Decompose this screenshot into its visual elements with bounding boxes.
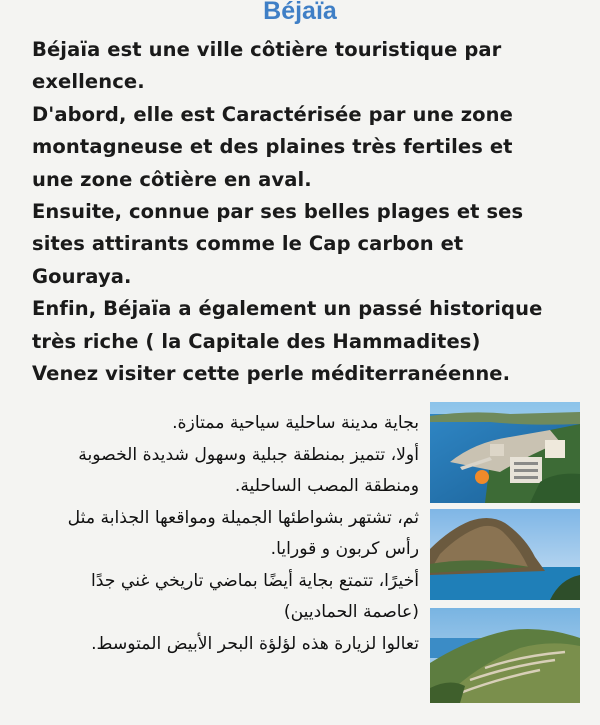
french-line: sites attirants comme le Cap carbon et — [32, 232, 464, 256]
arabic-paragraph — [15, 408, 419, 660]
french-line: Ensuite, connue par ses belles plages et ses — [32, 200, 524, 224]
coastal-town-photo — [430, 402, 580, 503]
arabic-line: ومنطقة المصب الساحلية. — [234, 476, 419, 496]
arabic-line: تعالوا لزيارة هذه لؤلؤة البحر الأبيض المتوسط. — [91, 633, 419, 654]
french-line: D'abord, elle est Caractérisée par une zone — [32, 102, 513, 126]
french-paragraph — [32, 34, 592, 390]
page-title: Béjaïa — [263, 0, 337, 25]
cliff-coast-photo — [430, 509, 580, 600]
french-line: Venez visiter cette perle méditerranéenne. — [32, 362, 511, 386]
arabic-line: أخيرًا، تتمتع بجاية أيضًا بماضي تاريخي غني جدًا — [90, 570, 419, 591]
french-line: exellence. — [32, 70, 145, 94]
arabic-line: أولا، تتميز بمنطقة جبلية وسهول شديدة الخصوبة — [78, 444, 419, 465]
french-line: montagneuse et des plaines très fertiles et — [32, 135, 513, 159]
french-line: Enfin, Béjaïa a également un passé historique — [32, 297, 543, 321]
arabic-line: بجاية مدينة ساحلية سياحية ممتازة. — [172, 413, 419, 433]
french-line: une zone côtière en aval. — [32, 167, 312, 191]
french-line: Gouraya. — [32, 264, 132, 288]
arabic-line: رأس كربون و قورايا. — [270, 539, 419, 559]
mountain-road-photo — [430, 608, 580, 703]
arabic-line: (عاصمة الحماديين) — [283, 602, 419, 622]
french-line: Béjaïa est une ville côtière touristique par — [32, 38, 502, 61]
arabic-line: ثم، تشتهر بشواطئها الجميلة ومواقعها الجذابة مثل — [67, 507, 419, 528]
french-line: très riche ( la Capitale des Hammadites) — [32, 329, 481, 353]
